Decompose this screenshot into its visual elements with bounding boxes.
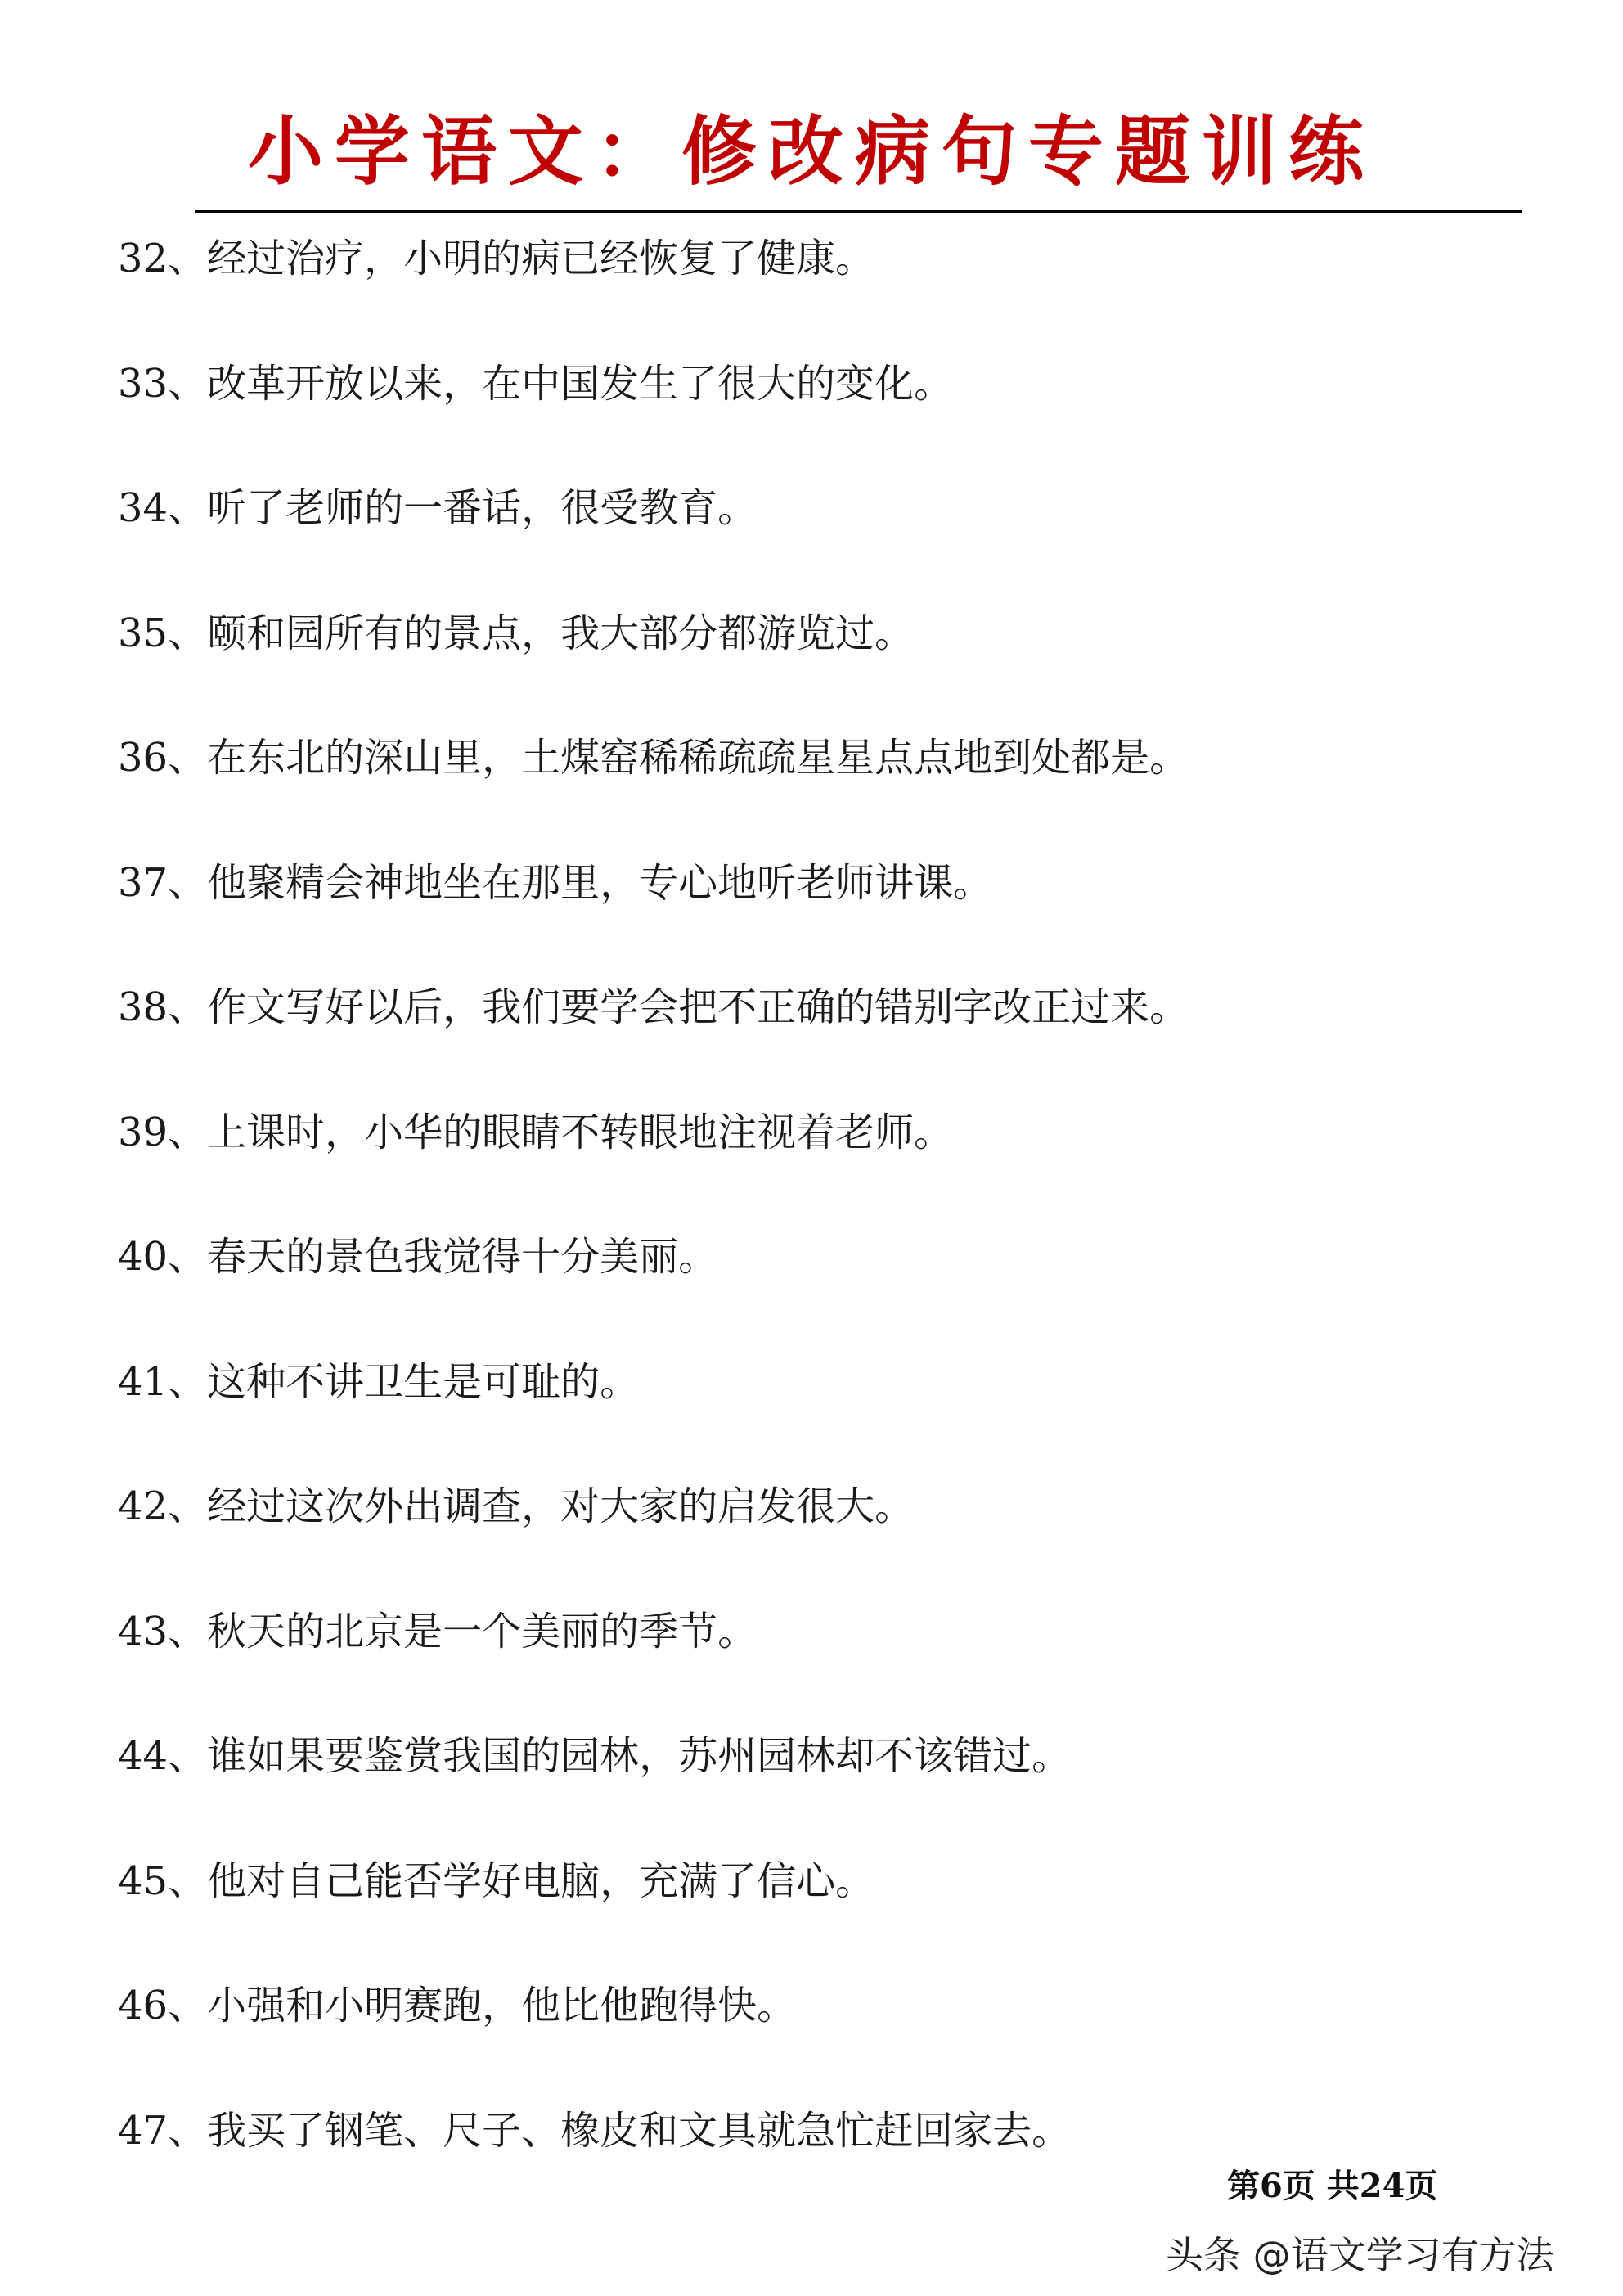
page-title: 小学语文：修改病句专题训练 [247, 107, 1375, 196]
list-item: 38、作文写好以后，我们要学会把不正确的错别字改正过来。 [118, 984, 1189, 1030]
list-item: 36、在东北的深山里，土煤窑稀稀疏疏星星点点地到处都是。 [118, 735, 1189, 781]
sentence-list [118, 229, 1541, 2226]
list-item: 46、小强和小明赛跑，他比他跑得快。 [118, 1983, 797, 2028]
list-item: 39、上课时，小华的眼睛不转眼地注视着老师。 [118, 1109, 954, 1155]
watermark: 头条 @语文学习有方法 [1166, 2233, 1554, 2277]
title-divider [195, 210, 1522, 213]
list-item: 34、听了老师的一番话，很受教育。 [118, 485, 758, 531]
list-item: 35、颐和园所有的景点，我大部分都游览过。 [118, 610, 915, 656]
list-item: 43、秋天的北京是一个美丽的季节。 [118, 1608, 758, 1654]
list-item: 41、这种不讲卫生是可耻的。 [118, 1358, 640, 1405]
list-item: 45、他对自己能否学好电脑，充满了信心。 [118, 1857, 875, 1904]
list-item: 40、春天的景色我觉得十分美丽。 [118, 1234, 718, 1280]
list-item: 37、他聚精会神地坐在那里，专心地听老师讲课。 [118, 859, 993, 906]
page-number: 第6页 共24页 [1227, 2167, 1438, 2205]
list-item: 47、我买了钢笔、尺子、橡皮和文具就急忙赶回家去。 [118, 2107, 1072, 2154]
list-item: 32、经过治疗，小明的病已经恢复了健康。 [118, 236, 875, 281]
list-item: 44、谁如果要鉴赏我国的园林，苏州园林却不该错过。 [118, 1733, 1072, 1779]
list-item: 42、经过这次外出调查，对大家的启发很大。 [118, 1483, 915, 1529]
list-item: 33、改革开放以来，在中国发生了很大的变化。 [118, 360, 954, 407]
